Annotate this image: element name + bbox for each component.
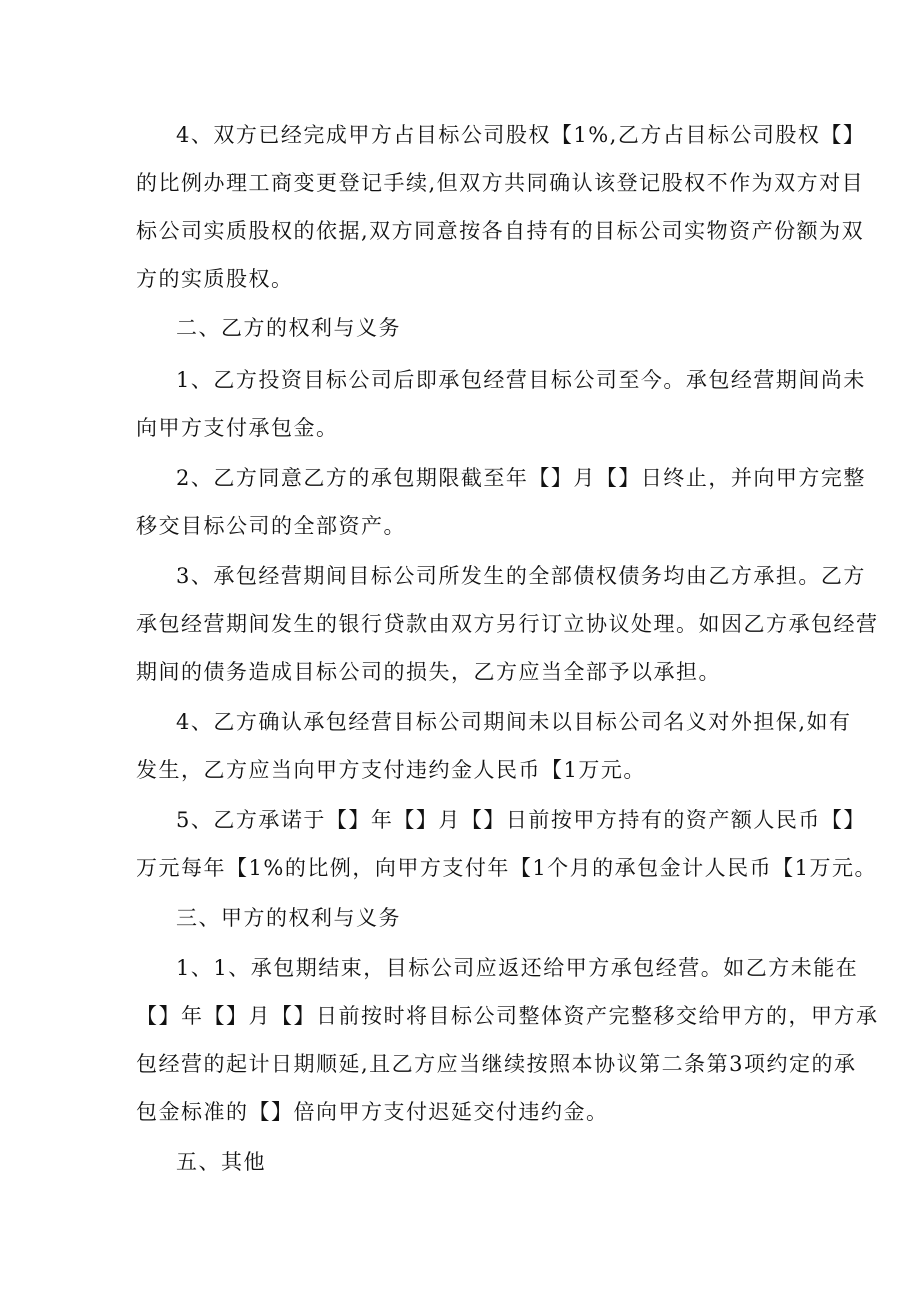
paragraph-line: 4、乙方确认承包经营目标公司期间未以目标公司名义对外担保,如有 — [176, 710, 852, 734]
paragraph-line: 移交目标公司的全部资产。 — [136, 514, 406, 538]
paragraph-line: 3、承包经营期间目标公司所发生的全部债权债务均由乙方承担。乙方 — [176, 564, 866, 588]
paragraph-line: 万元每年【1%的比例，向甲方支付年【1个月的承包金计人民币【1万元。 — [136, 856, 878, 880]
paragraph-line: 期间的债务造成目标公司的损失，乙方应当全部予以承担。 — [136, 660, 721, 684]
paragraph-line: 2、乙方同意乙方的承包期限截至年【】月【】日终止，并向甲方完整 — [176, 466, 866, 490]
paragraph-line: 【】年【】月【】日前按时将目标公司整体资产完整移交给甲方的，甲方承 — [136, 1004, 879, 1028]
paragraph-line: 4、双方已经完成甲方占目标公司股权【1%,乙方占目标公司股权【】 — [176, 123, 866, 147]
paragraph-line: 包金标准的【】倍向甲方支付迟延交付违约金。 — [136, 1100, 609, 1124]
paragraph-line: 的比例办理工商变更登记手续,但双方共同确认该登记股权不作为双方对目 — [136, 171, 865, 195]
paragraph-line: 5、乙方承诺于【】年【】月【】日前按甲方持有的资产额人民币【】 — [176, 808, 866, 832]
paragraph-line: 标公司实质股权的依据,双方同意按各自持有的目标公司实物资产份额为双 — [136, 219, 865, 243]
section-heading: 五、其他 — [176, 1150, 266, 1174]
paragraph-line: 包经营的起计日期顺延,且乙方应当继续按照本协议第二条第3项约定的承 — [136, 1052, 857, 1076]
paragraph-line: 承包经营期间发生的银行贷款由双方另行订立协议处理。如因乙方承包经营 — [136, 612, 879, 636]
paragraph-line: 1、乙方投资目标公司后即承包经营目标公司至今。承包经营期间尚未 — [176, 368, 866, 392]
paragraph-line: 向甲方支付承包金。 — [136, 416, 339, 440]
paragraph-line: 发生，乙方应当向甲方支付违约金人民币【1万元。 — [136, 758, 646, 782]
paragraph-line: 方的实质股权。 — [136, 267, 294, 291]
section-heading: 二、乙方的权利与义务 — [176, 316, 401, 340]
paragraph-line: 1、1、承包期结束，目标公司应返还给甲方承包经营。如乙方未能在 — [176, 956, 859, 980]
section-heading: 三、甲方的权利与义务 — [176, 906, 401, 930]
